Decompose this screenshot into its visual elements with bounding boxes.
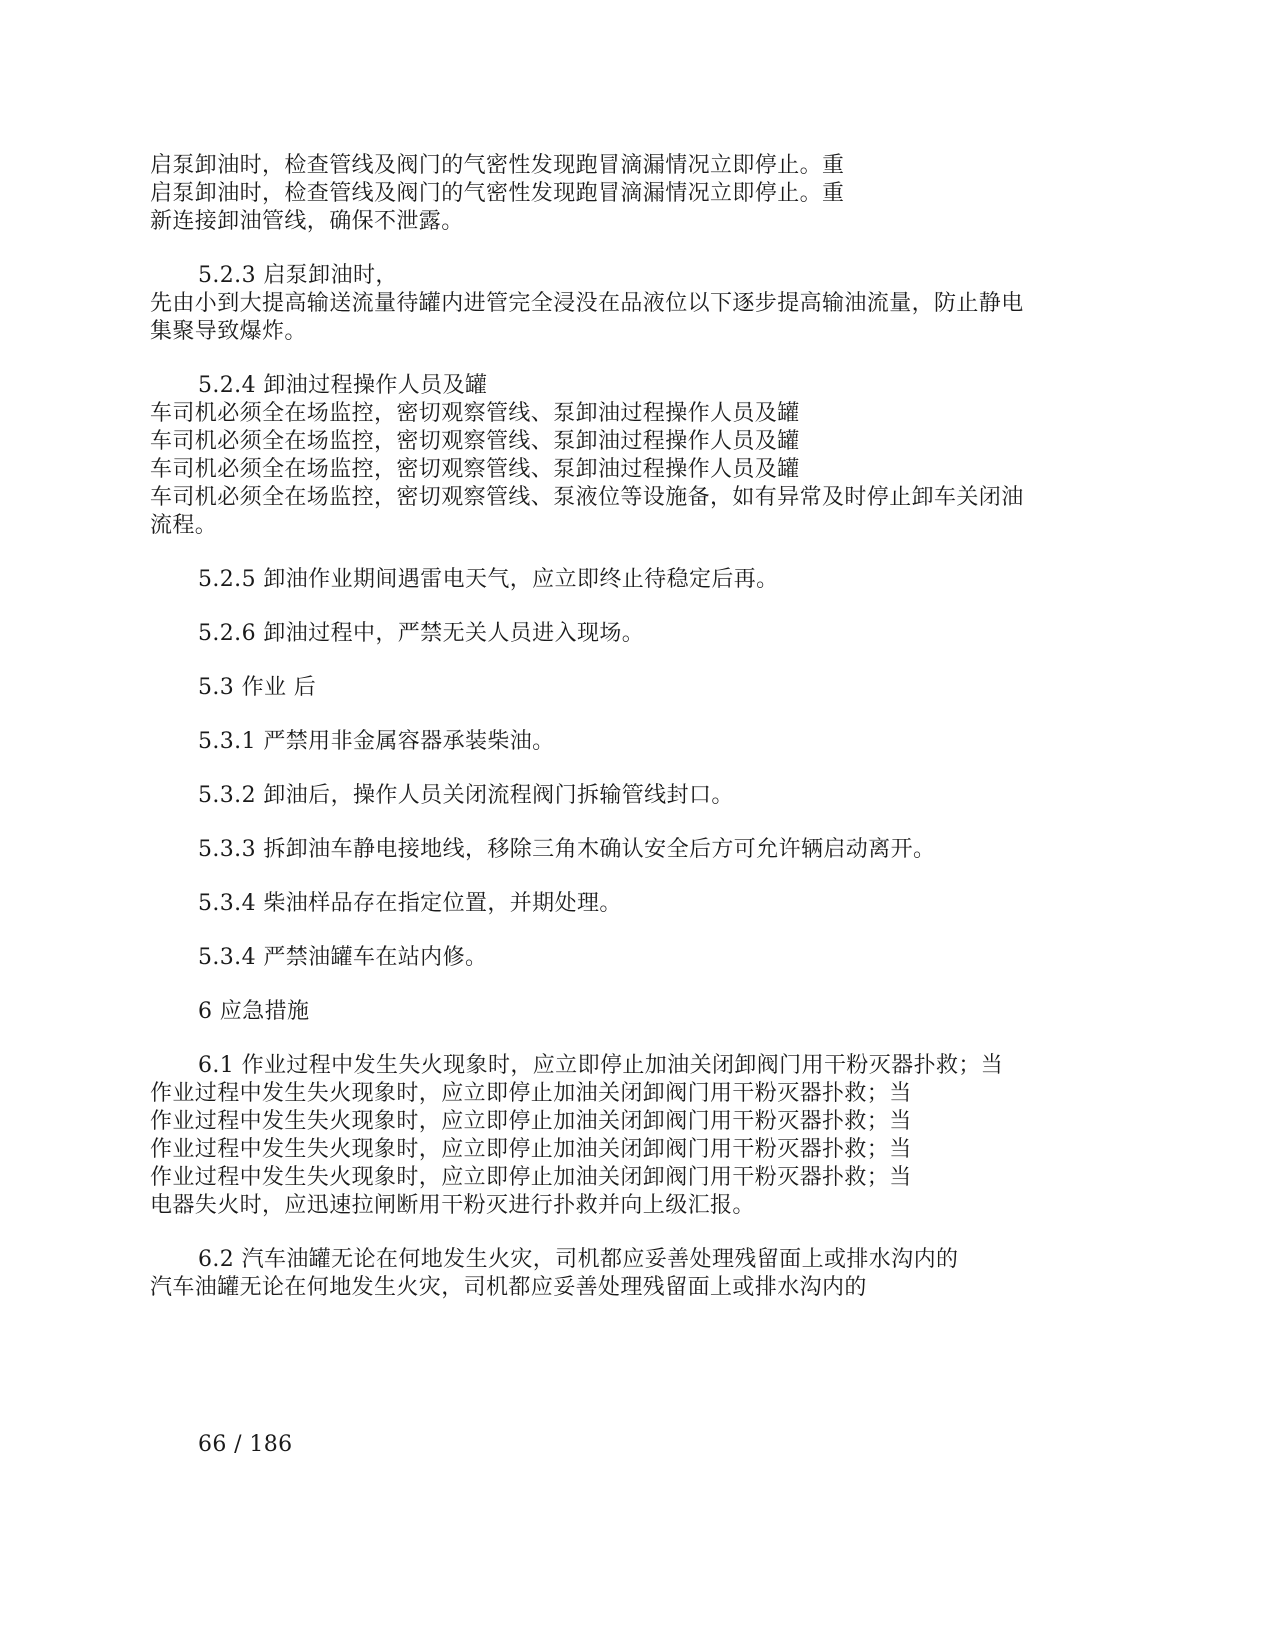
text-line: 5.2.4 卸油过程操作人员及罐: [198, 373, 488, 398]
paragraph: [150, 152, 1130, 236]
text-line: 5.3 作业 后: [198, 675, 317, 700]
text-line: 作业过程中发生失火现象时，应立即停止加油关闭卸阀门用干粉灭器扑救；当: [150, 1137, 912, 1162]
text-line: 流程。: [150, 513, 218, 538]
document-body: [150, 152, 1130, 1328]
text-line: 车司机必须全在场监控，密切观察管线、泵卸油过程操作人员及罐: [150, 457, 800, 482]
text-line: 作业过程中发生失火现象时，应立即停止加油关闭卸阀门用干粉灭器扑救；当: [150, 1165, 912, 1190]
text-line: 6 应急措施: [198, 999, 310, 1024]
paragraph: [150, 836, 1130, 864]
text-line: 车司机必须全在场监控，密切观察管线、泵液位等设施备，如有异常及时停止卸车关闭油: [150, 485, 1024, 510]
paragraph: [150, 372, 1130, 540]
page-number: 66 / 186: [198, 1432, 293, 1457]
text-line: 车司机必须全在场监控，密切观察管线、泵卸油过程操作人员及罐: [150, 429, 800, 454]
text-line: 电器失火时，应迅速拉闸断用干粉灭进行扑救并向上级汇报。: [150, 1193, 755, 1218]
paragraph: [150, 728, 1130, 756]
paragraph: [150, 1246, 1130, 1302]
text-line: 新连接卸油管线，确保不泄露。: [150, 209, 464, 234]
text-line: 5.2.5 卸油作业期间遇雷电天气，应立即终止待稳定后再。: [198, 567, 779, 592]
paragraph: [150, 620, 1130, 648]
paragraph: [150, 944, 1130, 972]
paragraph: [150, 782, 1130, 810]
paragraph: [150, 998, 1130, 1026]
text-line: 集聚导致爆炸。: [150, 319, 307, 344]
paragraph: [150, 262, 1130, 346]
text-line: 5.3.3 拆卸油车静电接地线，移除三角木确认安全后方可允许辆启动离开。: [198, 837, 936, 862]
text-line: 5.2.3 启泵卸油时，: [198, 263, 398, 288]
text-line: 5.3.1 严禁用非金属容器承装柴油。: [198, 729, 555, 754]
text-line: 先由小到大提高输送流量待罐内进管完全浸没在品液位以下逐步提高输油流量，防止静电: [150, 291, 1024, 316]
paragraph: [150, 566, 1130, 594]
text-line: 作业过程中发生失火现象时，应立即停止加油关闭卸阀门用干粉灭器扑救；当: [150, 1081, 912, 1106]
paragraph: [150, 1052, 1130, 1220]
text-line: 6.1 作业过程中发生失火现象时，应立即停止加油关闭卸阀门用干粉灭器扑救；当: [198, 1053, 1004, 1078]
text-line: 作业过程中发生失火现象时，应立即停止加油关闭卸阀门用干粉灭器扑救；当: [150, 1109, 912, 1134]
paragraph: [150, 674, 1130, 702]
text-line: 6.2 汽车油罐无论在何地发生火灾，司机都应妥善处理残留面上或排水沟内的: [198, 1247, 959, 1272]
text-line: 5.3.2 卸油后，操作人员关闭流程阀门拆输管线封口。: [198, 783, 734, 808]
text-line: 5.2.6 卸油过程中，严禁无关人员进入现场。: [198, 621, 645, 646]
text-line: 汽车油罐无论在何地发生火灾，司机都应妥善处理残留面上或排水沟内的: [150, 1275, 867, 1300]
text-line: 启泵卸油时，检查管线及阀门的气密性发现跑冒滴漏情况立即停止。重: [150, 181, 845, 206]
text-line: 启泵卸油时，检查管线及阀门的气密性发现跑冒滴漏情况立即停止。重: [150, 153, 845, 178]
text-line: 5.3.4 柴油样品存在指定位置，并期处理。: [198, 891, 622, 916]
paragraph: [150, 890, 1130, 918]
text-line: 车司机必须全在场监控，密切观察管线、泵卸油过程操作人员及罐: [150, 401, 800, 426]
text-line: 5.3.4 严禁油罐车在站内修。: [198, 945, 488, 970]
